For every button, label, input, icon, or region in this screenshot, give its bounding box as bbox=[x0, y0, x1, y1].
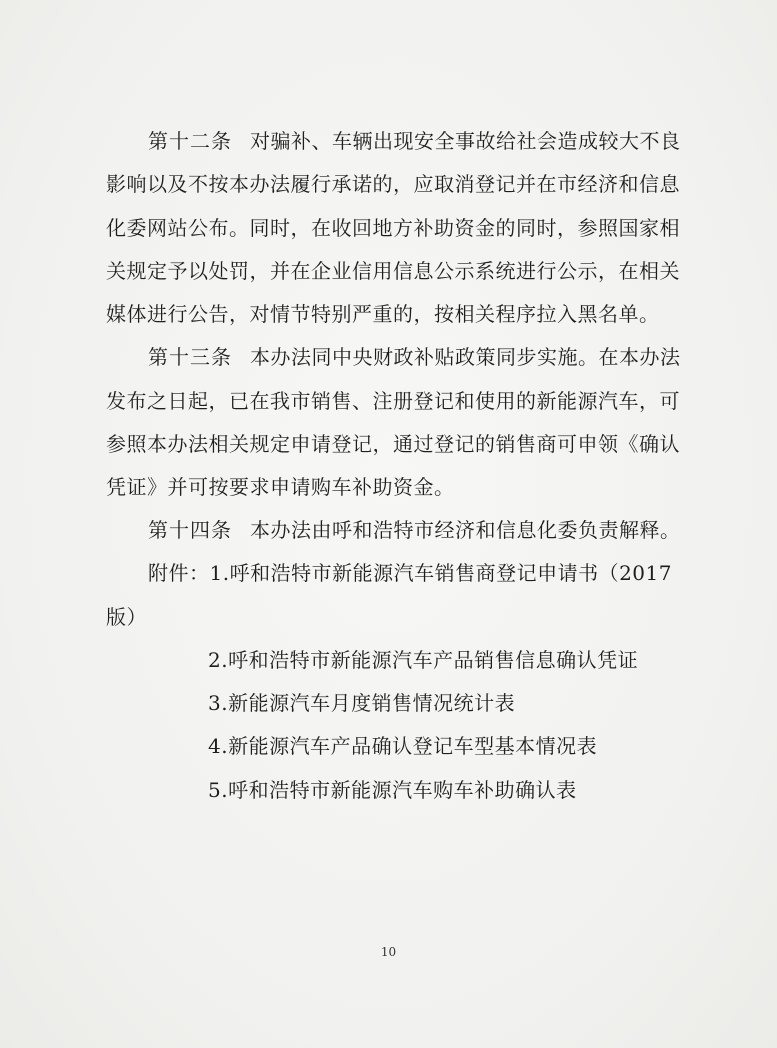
article-13-line-2: 发布之日起，已在我市销售、注册登记和使用的新能源汽车，可 bbox=[106, 389, 680, 413]
attachment-item-1: 1.呼和浩特市新能源汽车销售商登记申请书（2017 bbox=[209, 561, 672, 585]
article-12-line-5: 媒体进行公告，对情节特别严重的，按相关程序拉入黑名单。 bbox=[106, 302, 660, 326]
attachment-item-3: 3.新能源汽车月度销售情况统计表 bbox=[208, 691, 516, 715]
attachment-item-5: 5.呼和浩特市新能源汽车购车补助确认表 bbox=[208, 778, 577, 802]
article-14-heading: 第十四条 bbox=[148, 518, 232, 542]
attachment-item-1-continued: 版） bbox=[106, 605, 147, 629]
article-12-text: 对骗补、车辆出现安全事故给社会造成较大不良 bbox=[250, 129, 681, 153]
article-12-line-1 bbox=[148, 128, 681, 154]
article-13-line-1 bbox=[148, 344, 681, 370]
attachment-item-2: 2.呼和浩特市新能源汽车产品销售信息确认凭证 bbox=[208, 648, 639, 672]
article-13-line-4: 凭证》并可按要求申请购车补助资金。 bbox=[106, 475, 455, 499]
article-12-heading: 第十二条 bbox=[148, 129, 232, 153]
article-13-text: 本办法同中央财政补贴政策同步实施。在本办法 bbox=[250, 345, 681, 369]
article-13-heading: 第十三条 bbox=[148, 345, 232, 369]
article-12-line-4: 关规定予以处罚，并在企业信用信息公示系统进行公示，在相关 bbox=[106, 259, 680, 283]
attachment-item-4: 4.新能源汽车产品确认登记车型基本情况表 bbox=[208, 734, 598, 758]
article-14-text: 本办法由呼和浩特市经济和信息化委负责解释。 bbox=[250, 518, 681, 542]
attachments-label: 附件： bbox=[148, 561, 210, 585]
article-12-line-2: 影响以及不按本办法履行承诺的，应取消登记并在市经济和信息 bbox=[106, 172, 680, 196]
article-14-line-1 bbox=[148, 517, 681, 543]
article-13-line-3: 参照本办法相关规定申请登记，通过登记的销售商可申领《确认 bbox=[106, 432, 680, 456]
attachment-line-1 bbox=[148, 560, 672, 586]
article-12-line-3: 化委网站公布。同时，在收回地方补助资金的同时，参照国家相 bbox=[106, 216, 680, 240]
page-number: 10 bbox=[380, 945, 397, 959]
